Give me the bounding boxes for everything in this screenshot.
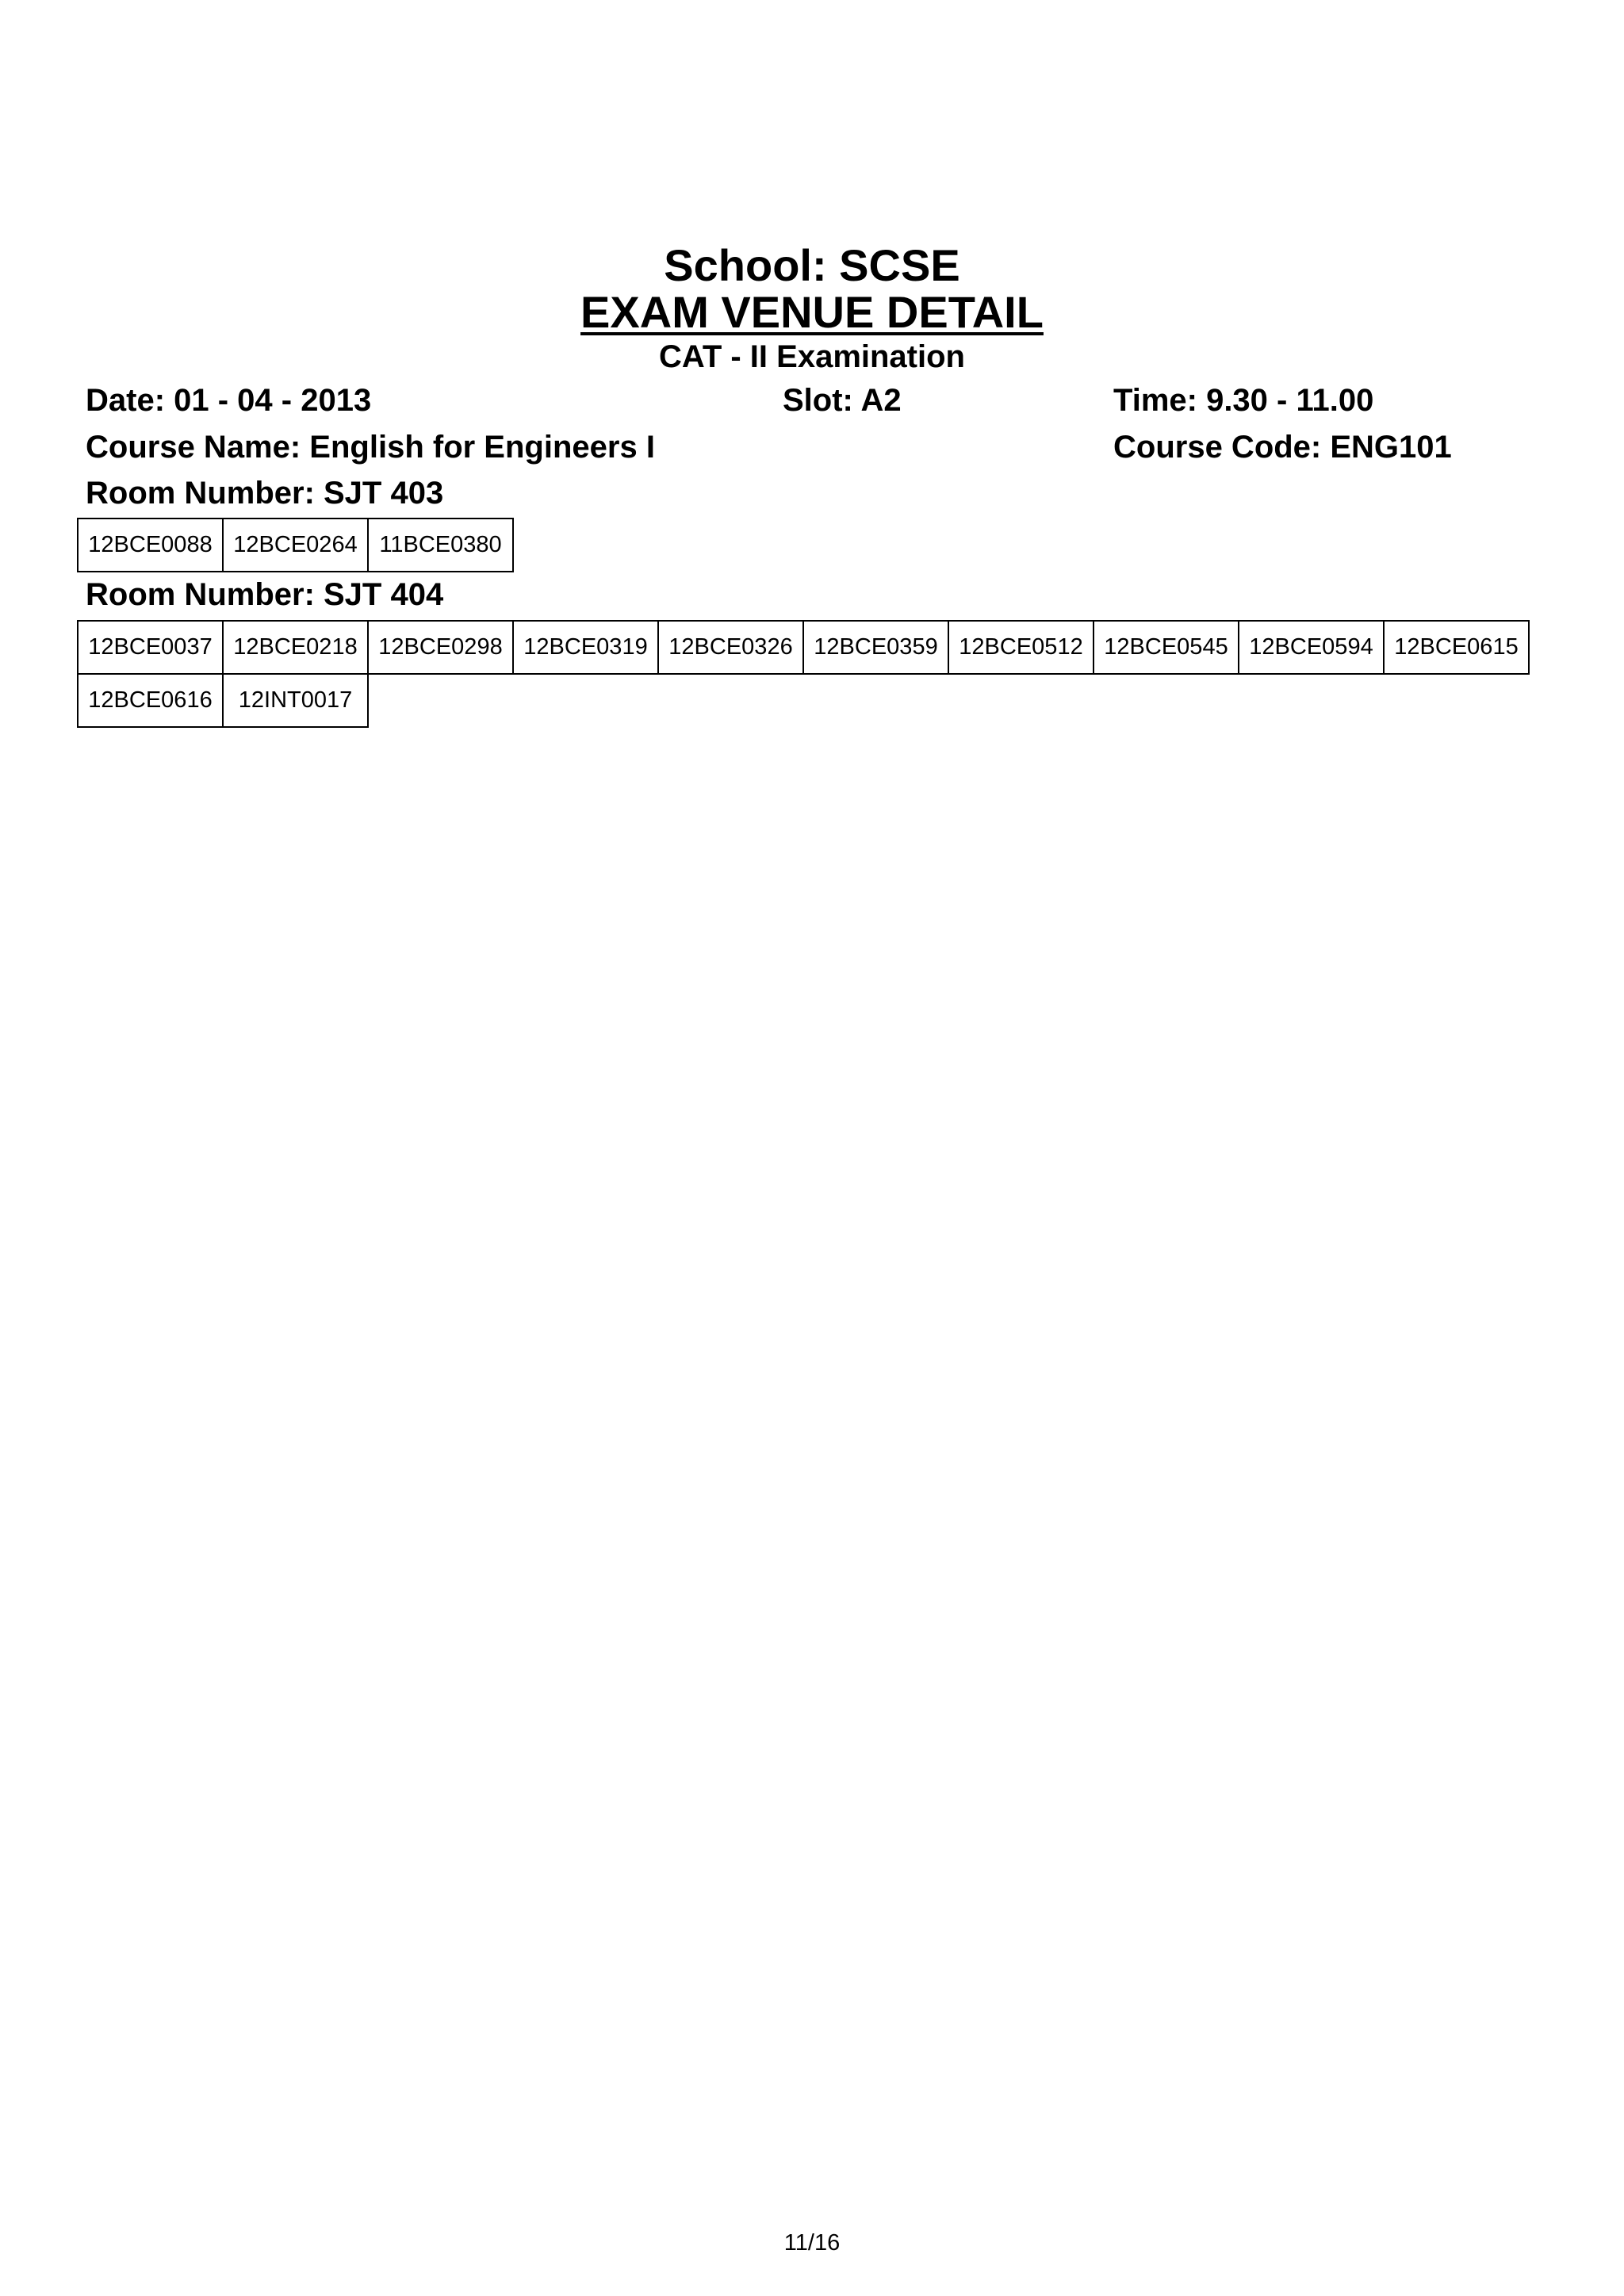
- empty-cell: [1094, 674, 1239, 727]
- student-id-cell: 12BCE0594: [1239, 621, 1384, 674]
- student-id-cell: 12BCE0319: [513, 621, 658, 674]
- empty-cell: [368, 674, 513, 727]
- student-id-cell: 12INT0017: [223, 674, 368, 727]
- student-id-cell: 12BCE0545: [1094, 621, 1239, 674]
- document-title: [0, 287, 1624, 338]
- student-id-cell: 11BCE0380: [368, 519, 513, 572]
- exam-time: Time: 9.30 - 11.00: [1113, 383, 1374, 418]
- exam-slot: Slot: A2: [783, 383, 902, 418]
- empty-cell: [513, 674, 658, 727]
- course-code: Course Code: ENG101: [1113, 430, 1452, 465]
- student-id-cell: 12BCE0616: [78, 674, 223, 727]
- table-row: [78, 519, 513, 572]
- student-id-cell: 12BCE0088: [78, 519, 223, 572]
- exam-name: CAT - II Examination: [659, 339, 965, 374]
- room-student-table: [77, 620, 1530, 728]
- student-id-cell: 12BCE0037: [78, 621, 223, 674]
- room-student-table: [77, 518, 514, 572]
- document-title-text: EXAM VENUE DETAIL: [580, 287, 1044, 337]
- empty-cell: [948, 674, 1094, 727]
- table-row: [78, 674, 1529, 727]
- empty-cell: [658, 674, 803, 727]
- student-id-cell: 12BCE0218: [223, 621, 368, 674]
- page-number: 11/16: [783, 2230, 841, 2256]
- student-id-cell: 12BCE0359: [803, 621, 948, 674]
- room-label: Room Number: SJT 403: [86, 476, 444, 511]
- student-id-cell: 12BCE0326: [658, 621, 803, 674]
- student-id-cell: 12BCE0512: [948, 621, 1094, 674]
- student-id-cell: 12BCE0264: [223, 519, 368, 572]
- course-name: Course Name: English for Engineers I: [86, 430, 655, 465]
- exam-date: Date: 01 - 04 - 2013: [86, 383, 372, 418]
- student-id-cell: 12BCE0615: [1384, 621, 1529, 674]
- student-id-cell: 12BCE0298: [368, 621, 513, 674]
- school-heading: School: SCSE: [664, 240, 960, 290]
- room-label: Room Number: SJT 404: [86, 577, 444, 612]
- empty-cell: [1384, 674, 1529, 727]
- empty-cell: [1239, 674, 1384, 727]
- empty-cell: [803, 674, 948, 727]
- table-row: [78, 621, 1529, 674]
